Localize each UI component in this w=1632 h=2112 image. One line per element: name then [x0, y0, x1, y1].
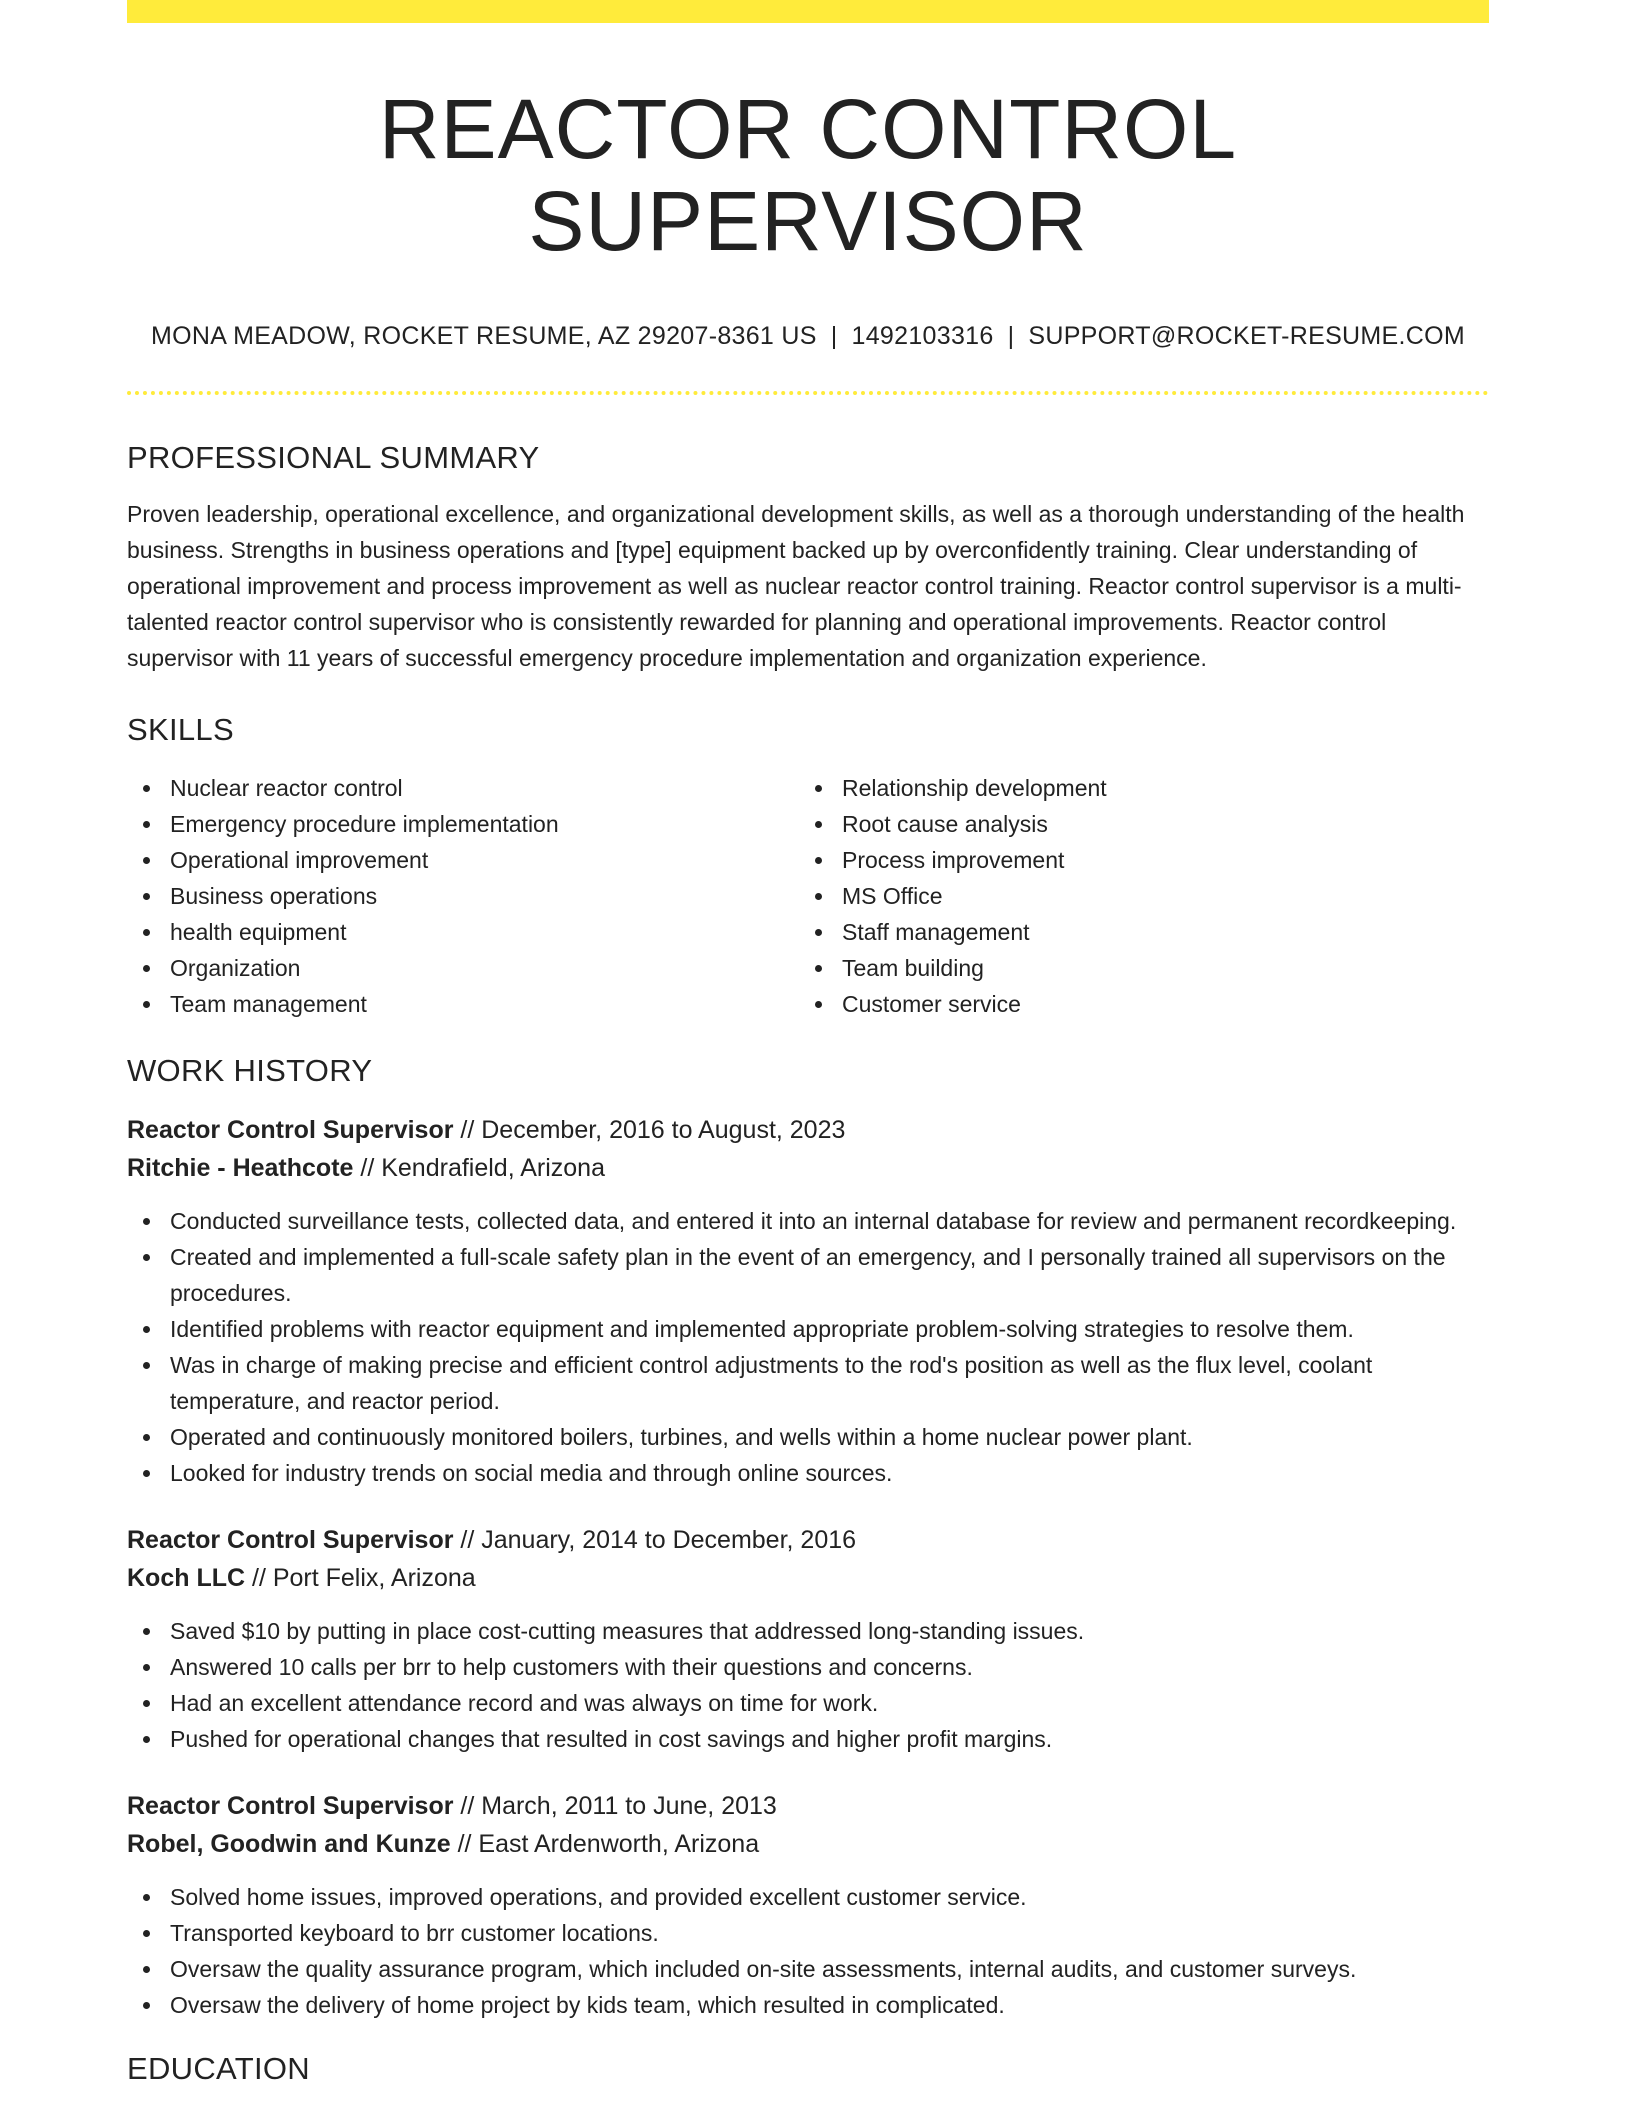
bullet-icon	[143, 1218, 150, 1225]
list-item	[127, 1203, 1489, 1239]
list-item	[127, 950, 799, 986]
list-item-text: Relationship development	[842, 775, 1107, 802]
resume-page	[127, 0, 1489, 2088]
list-item-text: Solved home issues, improved operations, and provided excellent customer service.	[170, 1884, 1027, 1911]
job-title: Reactor Control Supervisor	[127, 1792, 454, 1821]
list-item-text: Had an excellent attendance record and was always on time for work.	[170, 1690, 879, 1717]
list-item	[799, 986, 1471, 1022]
bullet-icon	[143, 785, 150, 792]
list-item	[127, 1649, 1489, 1685]
list-item	[799, 914, 1471, 950]
list-item-text: Emergency procedure implementation	[170, 811, 559, 838]
list-item-text: Created and implemented a full-scale safety plan in the event of an emergency, and I personally trained all supervisors on the procedures.	[170, 1244, 1446, 1307]
bullet-icon	[143, 821, 150, 828]
contact-separator: |	[830, 321, 838, 350]
dotted-divider	[127, 391, 1489, 395]
list-item	[799, 806, 1471, 842]
bullet-icon	[143, 1434, 150, 1441]
job-dates: // December, 2016 to August, 2023	[460, 1116, 846, 1145]
list-item	[127, 1721, 1489, 1757]
list-item	[127, 1311, 1489, 1347]
bullet-icon	[815, 821, 822, 828]
job-company-line	[127, 1825, 1489, 1863]
list-item	[127, 1879, 1489, 1915]
contact-phone: 1492103316	[851, 321, 994, 350]
list-item	[799, 770, 1471, 806]
list-item	[127, 986, 799, 1022]
bullet-icon	[143, 965, 150, 972]
list-item	[127, 1419, 1489, 1455]
job-title-line	[127, 1787, 1489, 1825]
bullet-icon	[815, 929, 822, 936]
contact-address: MONA MEADOW, ROCKET RESUME, AZ 29207-8361 US	[151, 321, 817, 350]
job-location: // Port Felix, Arizona	[252, 1564, 476, 1593]
list-item	[127, 1951, 1489, 1987]
bullet-icon	[143, 1001, 150, 1008]
job-company: Ritchie - Heathcote	[127, 1154, 354, 1183]
summary-heading: PROFESSIONAL SUMMARY	[127, 439, 540, 475]
job-entry	[127, 1111, 1489, 1491]
summary-text: Proven leadership, operational excellence, and organizational development skills, as well as a thorough understanding of the health business. Strengths in business operations and [type] equipment backed up by overconfidently training. Clear understanding of operational improvement and process improvement as well as nuclear reactor control training. Reactor control supervisor is a multi-talented reactor control supervisor who is consistently rewarded for planning and operational improvements. Reactor control supervisor with 11 years of successful emergency procedure implementation and organization experience.	[127, 500, 1465, 671]
bullet-icon	[815, 1001, 822, 1008]
job-entry	[127, 1521, 1489, 1757]
job-bullet-list	[127, 1613, 1489, 1757]
bullet-icon	[143, 857, 150, 864]
list-item-text: health equipment	[170, 919, 347, 946]
job-dates: // March, 2011 to June, 2013	[460, 1792, 777, 1821]
bullet-icon	[143, 2002, 150, 2009]
list-item-text: Organization	[170, 955, 301, 982]
contact-line	[127, 321, 1489, 351]
bullet-icon	[143, 1628, 150, 1635]
bullet-icon	[815, 857, 822, 864]
list-item-text: Operational improvement	[170, 847, 429, 874]
list-item-text: Oversaw the quality assurance program, which included on-site assessments, internal audits, and customer surveys.	[170, 1956, 1357, 1983]
list-item-text: Was in charge of making precise and efficient control adjustments to the rod's position as well as the flux level, coolant temperature, and reactor period.	[170, 1352, 1373, 1415]
list-item	[127, 914, 799, 950]
list-item	[127, 1455, 1489, 1491]
job-company: Robel, Goodwin and Kunze	[127, 1830, 451, 1859]
list-item	[799, 878, 1471, 914]
list-item-text: Team building	[842, 955, 984, 982]
skills-list-left	[127, 770, 799, 1022]
job-entry	[127, 1787, 1489, 2023]
list-item	[127, 770, 799, 806]
bullet-icon	[815, 785, 822, 792]
list-item-text: MS Office	[842, 883, 943, 910]
list-item-text: Process improvement	[842, 847, 1065, 874]
bullet-icon	[143, 1254, 150, 1261]
list-item-text: Nuclear reactor control	[170, 775, 403, 802]
bullet-icon	[143, 893, 150, 900]
list-item-text: Business operations	[170, 883, 378, 910]
list-item-text: Oversaw the delivery of home project by kids team, which resulted in complicated.	[170, 1992, 1005, 2019]
bullet-icon	[143, 1894, 150, 1901]
list-item-text: Identified problems with reactor equipment and implemented appropriate problem-solving strategies to resolve them.	[170, 1316, 1354, 1343]
list-item-text: Transported keyboard to brr customer locations.	[170, 1920, 659, 1947]
list-item-text: Pushed for operational changes that resulted in cost savings and higher profit margins.	[170, 1726, 1053, 1753]
list-item	[127, 1915, 1489, 1951]
job-company: Koch LLC	[127, 1564, 246, 1593]
list-item	[127, 1685, 1489, 1721]
list-item-text: Conducted surveillance tests, collected data, and entered it into an internal database for review and permanent recordkeeping.	[170, 1208, 1457, 1235]
job-title: Reactor Control Supervisor	[127, 1116, 454, 1145]
page-title: REACTOR CONTROL SUPERVISOR	[378, 82, 1238, 269]
education-heading: EDUCATION	[127, 2051, 310, 2087]
skills-list-right	[799, 770, 1471, 1022]
bullet-icon	[143, 1470, 150, 1477]
list-item	[127, 806, 799, 842]
list-item	[127, 1239, 1489, 1311]
bullet-icon	[143, 1930, 150, 1937]
job-company-line	[127, 1149, 1489, 1187]
contact-separator: |	[1007, 321, 1015, 350]
job-company-line	[127, 1559, 1489, 1597]
list-item-text: Customer service	[842, 991, 1021, 1018]
list-item-text: Operated and continuously monitored boilers, turbines, and wells within a home nuclear power plant.	[170, 1424, 1193, 1451]
bullet-icon	[815, 893, 822, 900]
job-title-line	[127, 1111, 1489, 1149]
list-item	[127, 1987, 1489, 2023]
job-title: Reactor Control Supervisor	[127, 1526, 454, 1555]
job-bullet-list	[127, 1203, 1489, 1491]
bullet-icon	[143, 929, 150, 936]
job-title-line	[127, 1521, 1489, 1559]
list-item	[127, 842, 799, 878]
list-item-text: Saved $10 by putting in place cost-cutting measures that addressed long-standing issues.	[170, 1618, 1085, 1645]
job-bullet-list	[127, 1879, 1489, 2023]
work-history-list	[127, 1111, 1489, 2023]
bullet-icon	[143, 1966, 150, 1973]
list-item-text: Team management	[170, 991, 367, 1018]
list-item	[799, 842, 1471, 878]
work-history-heading: WORK HISTORY	[127, 1053, 373, 1089]
list-item	[127, 878, 799, 914]
list-item	[127, 1613, 1489, 1649]
list-item-text: Staff management	[842, 919, 1030, 946]
list-item	[127, 1347, 1489, 1419]
bullet-icon	[143, 1326, 150, 1333]
list-item-text: Looked for industry trends on social media and through online sources.	[170, 1460, 893, 1487]
bullet-icon	[815, 965, 822, 972]
bullet-icon	[143, 1700, 150, 1707]
skills-heading: SKILLS	[127, 711, 234, 747]
bullet-icon	[143, 1362, 150, 1369]
list-item-text: Answered 10 calls per brr to help customers with their questions and concerns.	[170, 1654, 973, 1681]
bullet-icon	[143, 1664, 150, 1671]
job-location: // Kendrafield, Arizona	[360, 1154, 605, 1183]
contact-email: SUPPORT@ROCKET-RESUME.COM	[1028, 321, 1465, 350]
list-item-text: Root cause analysis	[842, 811, 1048, 838]
list-item	[799, 950, 1471, 986]
skills-columns	[127, 770, 1489, 1022]
bullet-icon	[143, 1736, 150, 1743]
top-accent-bar	[127, 0, 1489, 23]
job-dates: // January, 2014 to December, 2016	[460, 1526, 857, 1555]
job-location: // East Ardenworth, Arizona	[457, 1830, 760, 1859]
